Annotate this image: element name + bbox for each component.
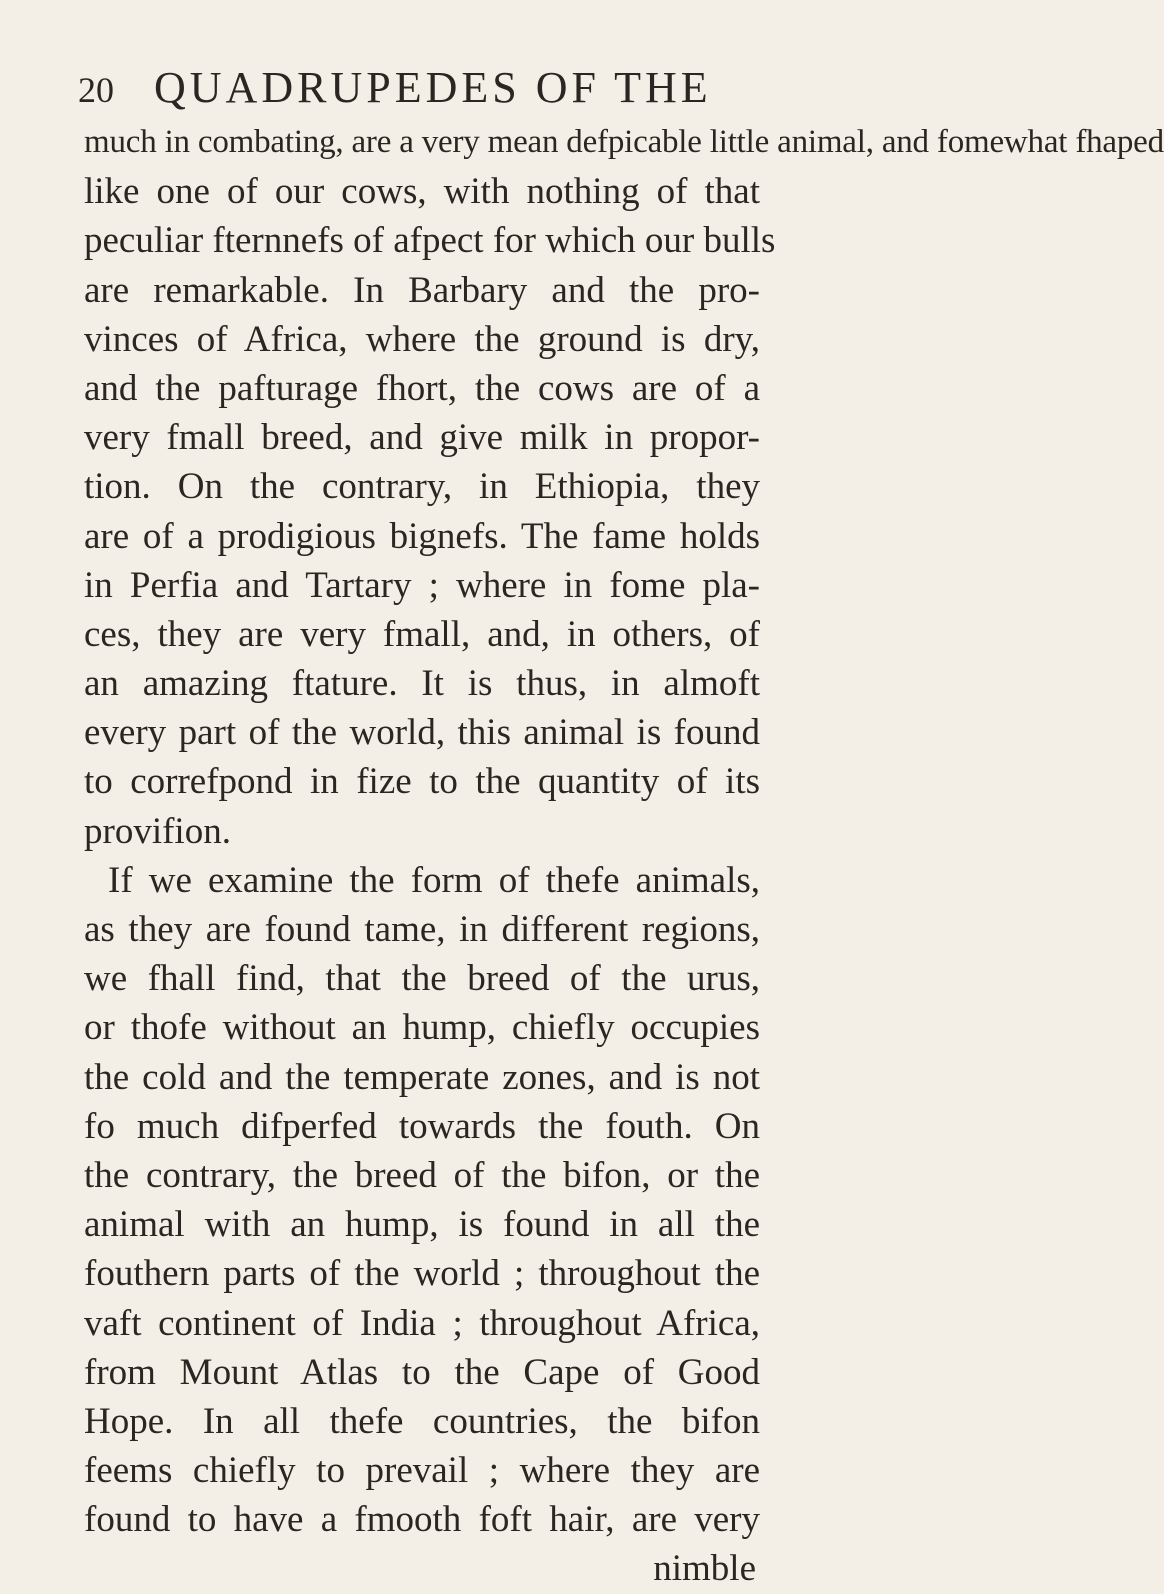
text-line: from Mount Atlas to the Cape of Good <box>84 1351 760 1393</box>
text-line: vaft continent of India ; throughout Africa, <box>84 1302 760 1344</box>
text-line: much in combating, are a very mean defpicable little animal, and fomewhat fhaped <box>84 124 1164 160</box>
body-text <box>84 118 1164 1594</box>
text-line: are remarkable. In Barbary and the pro- <box>84 269 760 311</box>
text-line: or thofe without an hump, chiefly occupies <box>84 1007 760 1049</box>
text-line: to correfpond in fize to the quantity of its <box>84 761 760 803</box>
text-line: tion. On the contrary, in Ethiopia, they <box>84 466 760 508</box>
text-line: like one of our cows, with nothing of that <box>84 171 760 213</box>
running-head <box>78 58 758 118</box>
text-line: the contrary, the breed of the bifon, or the <box>84 1154 760 1196</box>
catchword: nimble <box>653 1548 756 1590</box>
text-line: peculiar fternnefs of afpect for which our bulls <box>84 220 776 262</box>
text-line: as they are found tame, in different regions, <box>84 909 760 950</box>
text-line: fouthern parts of the world ; throughout the <box>84 1253 760 1295</box>
text-line: every part of the world, this animal is found <box>84 712 760 754</box>
text-line: provifion. <box>84 810 231 852</box>
text-line: the cold and the temperate zones, and is not <box>84 1056 760 1098</box>
text-line: If we examine the form of thefe animals, <box>108 859 760 901</box>
text-line: are of a prodigious bignefs. The fame holds <box>84 515 760 557</box>
text-line: fo much difperfed towards the fouth. On <box>84 1105 760 1147</box>
text-line: feems chiefly to prevail ; where they are <box>84 1450 760 1492</box>
page-number: 20 <box>78 70 114 110</box>
text-line: found to have a fmooth foft hair, are very <box>84 1499 760 1541</box>
text-line: vinces of Africa, where the ground is dry, <box>84 318 760 360</box>
text-line: we fhall find, that the breed of the urus, <box>84 958 760 1000</box>
text-line: very fmall breed, and give milk in propor- <box>84 417 760 459</box>
text-line: animal with an hump, is found in all the <box>84 1204 760 1246</box>
text-line: and the pafturage fhort, the cows are of a <box>84 367 760 409</box>
text-line: Hope. In all thefe countries, the bifon <box>84 1400 760 1442</box>
text-line: ces, they are very fmall, and, in others, of <box>84 613 760 655</box>
text-line: in Perfia and Tartary ; where in fome pla- <box>84 564 760 606</box>
text-line: an amazing ftature. It is thus, in almoft <box>84 663 760 705</box>
running-title: QUADRUPEDES OF THE <box>154 63 712 112</box>
